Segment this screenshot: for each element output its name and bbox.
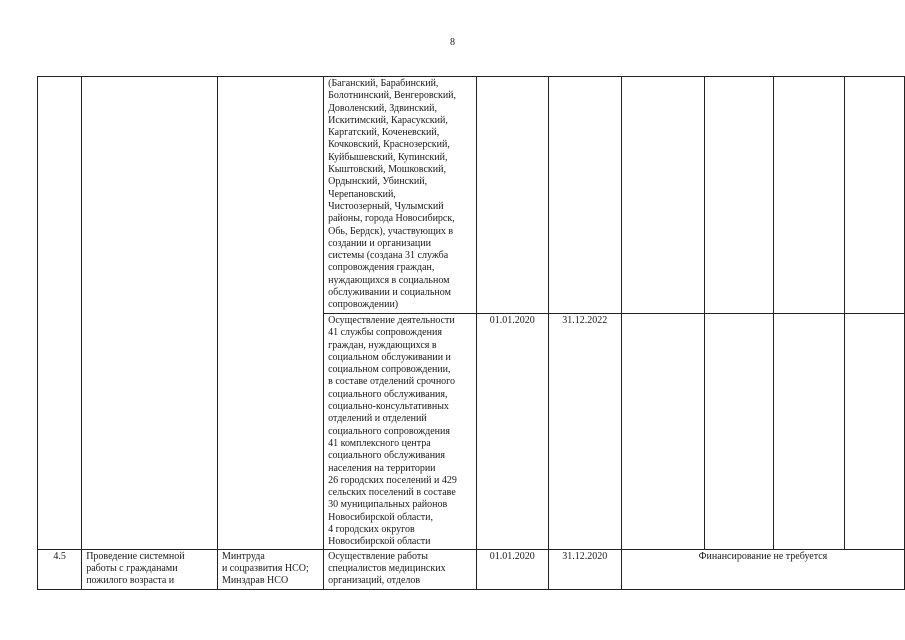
cell-start-date (476, 77, 548, 314)
text-line: Чистоозерный, Чулымский (328, 200, 444, 212)
text-line: Куйбышевский, Купинский, (328, 151, 448, 163)
cell-event-name (82, 549, 218, 589)
text-line: Новосибирской области (328, 536, 431, 548)
text-line: системы (создана 31 служба (328, 250, 449, 262)
text-line: Минтруда (221, 550, 265, 562)
text-line: сопровождении) (328, 299, 399, 311)
text-line: в составе отделений срочного (328, 376, 456, 388)
cell-financing (621, 77, 704, 314)
text-line: специалистов медицинских (328, 562, 446, 574)
cell-end-date (548, 77, 621, 314)
text-line: Ордынский, Убинский, (328, 176, 428, 188)
cell-end-date: 31.12.2022 (548, 314, 621, 550)
text-line: Каргатский, Коченевский, (328, 127, 440, 139)
cell-financing (705, 314, 774, 550)
text-line: организаций, отделов (328, 575, 421, 587)
text-line: Осуществление работы (328, 550, 428, 562)
text-line: 41 комплексного центра (328, 437, 431, 449)
text-line: Доволенский, Здвинский, (328, 102, 438, 114)
text-line: нуждающихся в социальном (328, 274, 450, 286)
text-line: социальном обслуживании и (328, 351, 451, 363)
text-line: сельских поселений в составе (328, 487, 456, 499)
page-number: 8 (450, 37, 455, 48)
table-row (38, 77, 905, 314)
cell-start-date: 01.01.2020 (476, 314, 548, 550)
cell-start-date: 01.01.2020 (476, 549, 548, 589)
cell-financing (845, 314, 905, 550)
text-line: Кыштовский, Мошковский, (328, 164, 446, 176)
cell-financing (621, 314, 704, 550)
text-line: Кочковский, Краснозерский, (328, 139, 450, 151)
program-table (37, 76, 905, 590)
text-line: населения на территории (328, 462, 436, 474)
text-line: Обь, Бердск), участвующих в (328, 225, 454, 237)
text-line: обслуживании и социальном (328, 287, 451, 299)
cell-event-name (82, 77, 218, 550)
text-line: социального сопровождения (328, 425, 450, 437)
text-line: социально-консультативных (328, 401, 449, 413)
text-line: 4 городских округов (328, 524, 415, 536)
text-line: Искитимский, Карасукский, (328, 114, 448, 126)
cell-executor (217, 549, 323, 589)
text-line: и соцразвития НСО; (221, 562, 309, 574)
text-line: Новосибирской области, (328, 511, 434, 523)
text-line: 26 городских поселений и 429 (328, 474, 457, 486)
cell-number: 4.5 (38, 549, 82, 589)
cell-financing (705, 77, 774, 314)
cell-description (324, 77, 477, 314)
cell-end-date: 31.12.2020 (548, 549, 621, 589)
cell-financing (774, 77, 845, 314)
text-line: сопровождения граждан, (328, 262, 435, 274)
text-line: Минздрав НСО (221, 575, 289, 587)
text-line: отделений и отделений (328, 413, 427, 425)
table-row (38, 549, 905, 589)
text-line: Болотнинский, Венгеровский, (328, 90, 457, 102)
cell-description (324, 549, 477, 589)
text-line: социальном сопровождении, (328, 364, 451, 376)
text-line: создании и организации (328, 237, 431, 249)
text-line: социального обслуживания (328, 450, 446, 462)
cell-executor (217, 77, 323, 550)
text-line: Проведение системной (86, 550, 185, 562)
text-line: районы, города Новосибирск, (328, 213, 455, 225)
cell-financing (845, 77, 905, 314)
text-line: социального обслуживания, (328, 388, 448, 400)
text-line: граждан, нуждающихся в (328, 339, 437, 351)
cell-description (324, 314, 477, 550)
text-line: (Баганский, Барабинский, (328, 78, 439, 89)
text-line: Черепановский, (328, 188, 396, 200)
text-line: 41 службы сопровождения (328, 327, 442, 339)
text-line: работы с гражданами (86, 562, 178, 574)
cell-financing (774, 314, 845, 550)
cell-financing-note: Финансирование не требуется (621, 549, 904, 589)
text-line: 30 муниципальных районов (328, 499, 448, 511)
cell-number (38, 77, 82, 550)
text-line: Осуществление деятельности (328, 315, 455, 326)
text-line: пожилого возраста и (86, 575, 175, 587)
